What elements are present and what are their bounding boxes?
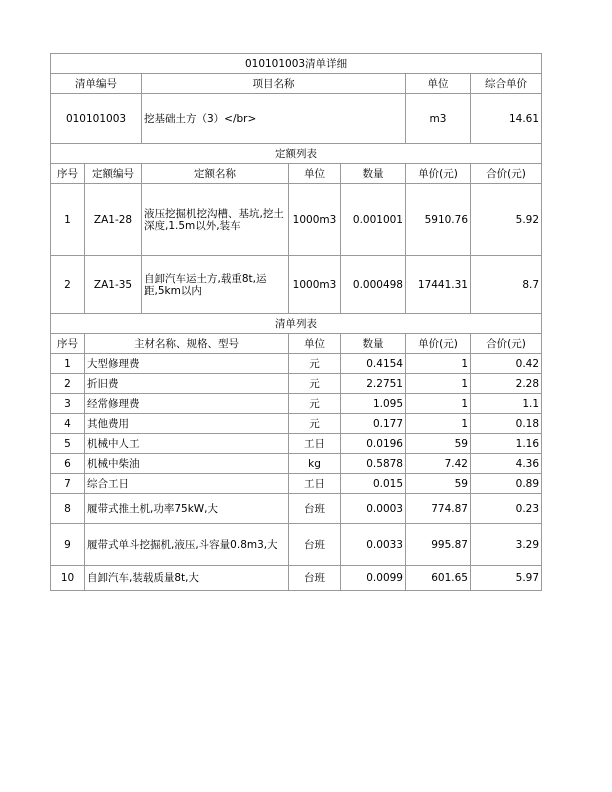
quota-cell: 2 — [51, 256, 85, 314]
material-header-cell: 单位 — [289, 334, 341, 354]
quota-cell: 17441.31 — [406, 256, 471, 314]
material-cell: 1.16 — [471, 434, 542, 454]
material-cell: 0.4154 — [341, 354, 406, 374]
item-name: 挖基础土方（3）</br> — [142, 94, 406, 144]
material-cell: 0.42 — [471, 354, 542, 374]
material-cell: 折旧费 — [85, 374, 289, 394]
material-cell: 4.36 — [471, 454, 542, 474]
quota-cell: 0.000498 — [341, 256, 406, 314]
quota-cell: ZA1-35 — [85, 256, 142, 314]
material-cell: 0.89 — [471, 474, 542, 494]
quota-row — [51, 256, 542, 314]
material-header-cell: 数量 — [341, 334, 406, 354]
header-price: 综合单价 — [471, 74, 542, 94]
quota-header-cell: 序号 — [51, 164, 85, 184]
material-cell: 1.095 — [341, 394, 406, 414]
material-cell: 5 — [51, 434, 85, 454]
material-cell: 7 — [51, 474, 85, 494]
material-cell: 台班 — [289, 494, 341, 524]
material-cell: 1 — [406, 414, 471, 434]
material-cell: 台班 — [289, 566, 341, 591]
quota-cell: 自卸汽车运土方,载重8t,运距,5km以内 — [142, 256, 289, 314]
material-row — [51, 524, 542, 566]
material-header-cell: 单价(元) — [406, 334, 471, 354]
material-cell: 工日 — [289, 474, 341, 494]
material-cell: 995.87 — [406, 524, 471, 566]
material-cell: 2.28 — [471, 374, 542, 394]
item-price: 14.61 — [471, 94, 542, 144]
quota-cell: 1000m3 — [289, 256, 341, 314]
material-cell: 601.65 — [406, 566, 471, 591]
quota-header-cell: 定额名称 — [142, 164, 289, 184]
table-title: 010101003清单详细 — [51, 54, 542, 74]
material-cell: 其他费用 — [85, 414, 289, 434]
material-cell: 3 — [51, 394, 85, 414]
material-cell: 机械中人工 — [85, 434, 289, 454]
header-unit: 单位 — [406, 74, 471, 94]
material-cell: 0.0099 — [341, 566, 406, 591]
item-unit: m3 — [406, 94, 471, 144]
material-cell: 0.177 — [341, 414, 406, 434]
material-cell: 0.0196 — [341, 434, 406, 454]
material-cell: 4 — [51, 414, 85, 434]
material-cell: 8 — [51, 494, 85, 524]
quota-cell: 1000m3 — [289, 184, 341, 256]
material-header-cell: 序号 — [51, 334, 85, 354]
quota-cell: 5910.76 — [406, 184, 471, 256]
material-header-cell: 合价(元) — [471, 334, 542, 354]
material-cell: 10 — [51, 566, 85, 591]
material-cell: 0.18 — [471, 414, 542, 434]
material-row — [51, 394, 542, 414]
material-cell: 履带式单斗挖掘机,液压,斗容量0.8m3,大 — [85, 524, 289, 566]
material-cell: kg — [289, 454, 341, 474]
material-cell: 3.29 — [471, 524, 542, 566]
quota-cell: ZA1-28 — [85, 184, 142, 256]
material-cell: 1 — [406, 354, 471, 374]
quota-header-cell: 单位 — [289, 164, 341, 184]
material-row — [51, 474, 542, 494]
quota-cell: 1 — [51, 184, 85, 256]
material-cell: 综合工日 — [85, 474, 289, 494]
material-row — [51, 354, 542, 374]
material-cell: 1.1 — [471, 394, 542, 414]
material-row — [51, 566, 542, 591]
material-cell: 7.42 — [406, 454, 471, 474]
material-cell: 2.2751 — [341, 374, 406, 394]
material-header-cell: 主材名称、规格、型号 — [85, 334, 289, 354]
material-section-title: 清单列表 — [51, 314, 542, 334]
material-cell: 1 — [406, 394, 471, 414]
material-cell: 元 — [289, 414, 341, 434]
item-code: 010101003 — [51, 94, 142, 144]
quota-header-cell: 数量 — [341, 164, 406, 184]
material-cell: 0.0003 — [341, 494, 406, 524]
material-cell: 履带式推土机,功率75kW,大 — [85, 494, 289, 524]
quota-cell: 8.7 — [471, 256, 542, 314]
material-row — [51, 454, 542, 474]
quota-cell: 0.001001 — [341, 184, 406, 256]
material-cell: 59 — [406, 434, 471, 454]
material-cell: 工日 — [289, 434, 341, 454]
quota-cell: 液压挖掘机挖沟槽、基坑,挖土深度,1.5m以外,装车 — [142, 184, 289, 256]
material-cell: 0.5878 — [341, 454, 406, 474]
bill-detail-table — [50, 53, 542, 591]
quota-section-title: 定额列表 — [51, 144, 542, 164]
material-cell: 元 — [289, 354, 341, 374]
material-cell: 774.87 — [406, 494, 471, 524]
quota-header-cell: 单价(元) — [406, 164, 471, 184]
material-cell: 大型修理费 — [85, 354, 289, 374]
material-cell: 经常修理费 — [85, 394, 289, 414]
quota-header-cell: 定额编号 — [85, 164, 142, 184]
material-row — [51, 414, 542, 434]
material-row — [51, 434, 542, 454]
material-cell: 6 — [51, 454, 85, 474]
material-cell: 1 — [51, 354, 85, 374]
material-cell: 元 — [289, 394, 341, 414]
material-cell: 0.23 — [471, 494, 542, 524]
header-code: 清单编号 — [51, 74, 142, 94]
material-cell: 9 — [51, 524, 85, 566]
quota-row — [51, 184, 542, 256]
material-cell: 5.97 — [471, 566, 542, 591]
material-cell: 1 — [406, 374, 471, 394]
material-cell: 2 — [51, 374, 85, 394]
quota-header-cell: 合价(元) — [471, 164, 542, 184]
material-cell: 台班 — [289, 524, 341, 566]
material-cell: 59 — [406, 474, 471, 494]
quota-cell: 5.92 — [471, 184, 542, 256]
material-cell: 0.0033 — [341, 524, 406, 566]
material-cell: 自卸汽车,装载质量8t,大 — [85, 566, 289, 591]
header-name: 项目名称 — [142, 74, 406, 94]
material-cell: 元 — [289, 374, 341, 394]
material-cell: 机械中柴油 — [85, 454, 289, 474]
material-cell: 0.015 — [341, 474, 406, 494]
material-row — [51, 494, 542, 524]
material-row — [51, 374, 542, 394]
